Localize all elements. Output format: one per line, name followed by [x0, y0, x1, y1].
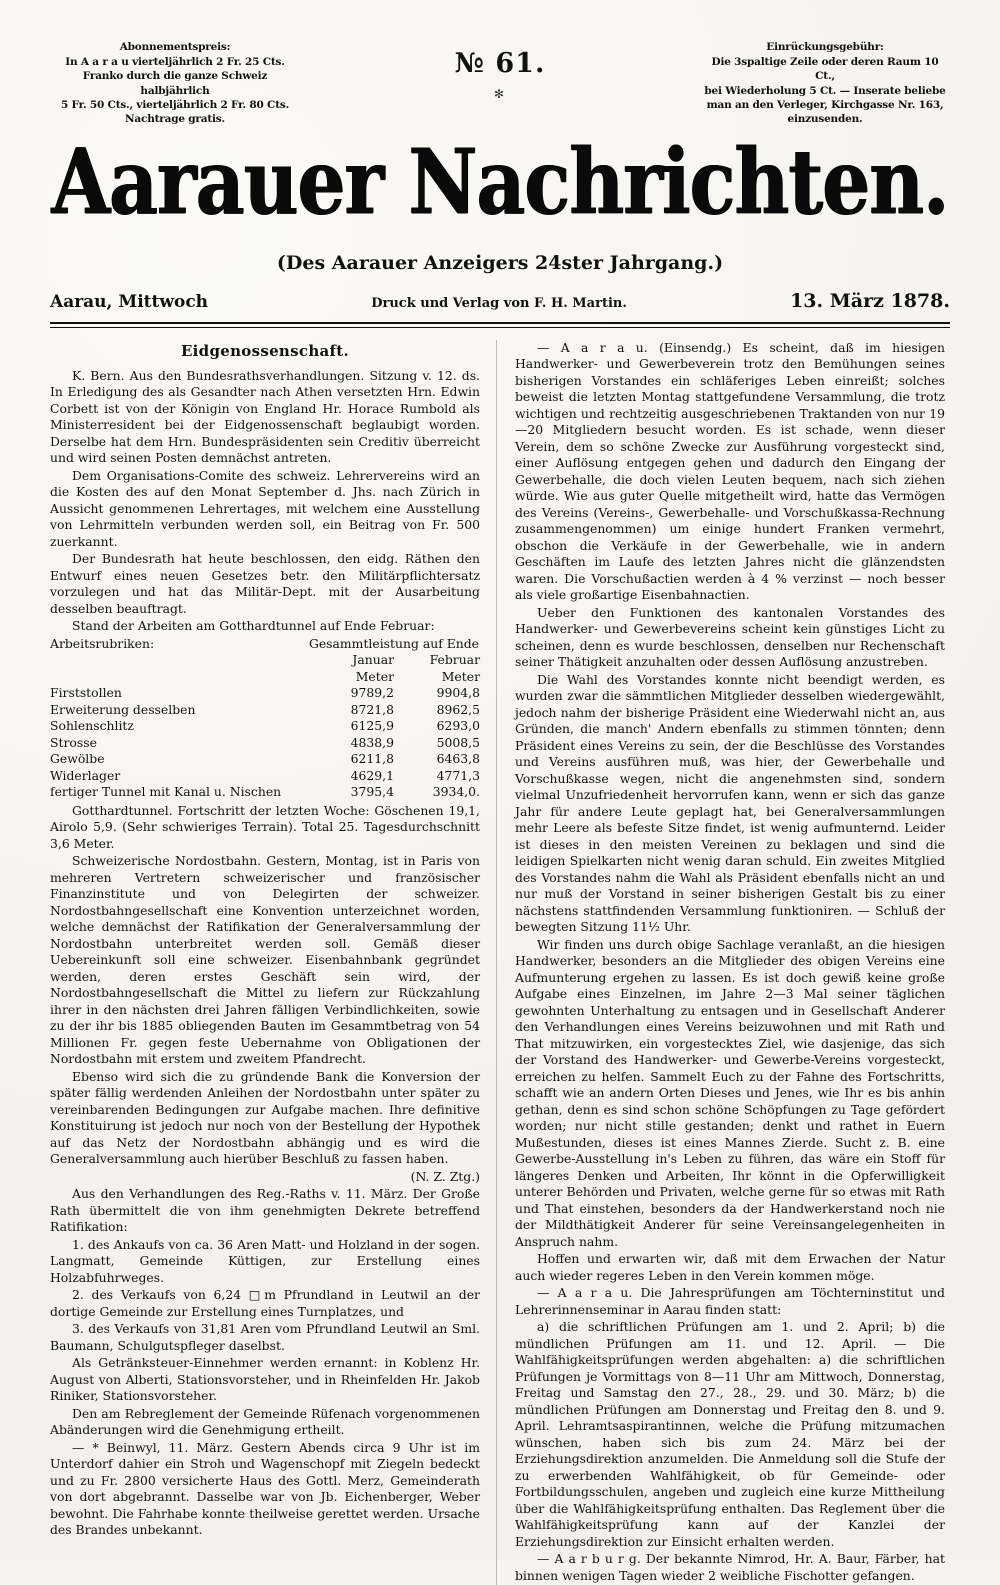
column-right — [497, 340, 945, 1585]
gotthard-intro: Stand der Arbeiten am Gotthardtunnel auf Ende Februar: — [72, 618, 435, 634]
gotthard-row-feb: 8962,5 — [436, 701, 480, 717]
column-left — [50, 340, 497, 1585]
gotthard-row-feb: 5008,5 — [436, 734, 480, 750]
article-paragraph: Den am Rebreglement der Gemeinde Rüfenach vorgenommenen Abänderungen wird die Genehmigung ertheilt. — [50, 1405, 480, 1438]
article-paragraph: Ueber den Funktionen des kantonalen Vorstandes des Handwerker- und Gewerbevereins scheint kein günstiges Licht zu scheinen, denn es wurde beschlossen, denselben nur Rechenschaft seiner Thätigkeit anzuhalten oder dessen Auflösung anzustreben. — [515, 604, 945, 670]
article-columns — [50, 340, 950, 1585]
article-paragraph: — A a r a u. Die Jahresprüfungen am Töchterninstitut und Lehrerinnenseminar in Aarau finden statt: — [515, 1285, 945, 1317]
gotthard-row-feb: 6293,0 — [436, 718, 480, 734]
gotthard-row-feb: 3934,0. — [432, 784, 480, 800]
table-row — [50, 652, 480, 669]
gotthard-col1-header: Januar — [352, 652, 394, 668]
masthead-top-row — [50, 40, 950, 126]
masthead-divider — [50, 322, 950, 328]
gotthard-row-jan: 6211,8 — [350, 751, 394, 767]
gotthard-row-jan: 4629,1 — [350, 767, 394, 783]
article-paragraph: K. Bern. Aus den Bundesrathsverhandlungen. Sitzung v. 12. ds. In Erledigung des als Gesandter nach Athen versetzten Hrn. Edwin Corbett ist von der Königin von England Hr. Horace Rumbold als Ministerresident bei der Eidgenossenschaft beglaubigt worden. Derselbe hat dem Hrn. Bundespräsidenten sein Creditiv überreicht und wird seinen Posten demnächst antreten. — [50, 367, 480, 466]
article-paragraph: Die Wahl des Vorstandes konnte nicht beendigt werden, es wurden zwar die sämmtlichen Mitglieder desselben wiedergewählt, jedoch nahm der bisherige Präsident eine Wiederwahl nicht an, aus Gründen, die manch' Andern ebenfalls zu stimmen tönnten; denn Präsident eines Vereins zu sein, der die Beschlüsse des Vorstandes und Vereins ausführen muß, was hier, der Gewerbehalle und Vorschußkasse wegen, nicht die angenehmsten sind, sondern vielmal Unzufriedenheit hervorrufen kann, wenn er sich das ganze Jahr für andere Leute geplagt hat, bei Generalversammlungen mehr Leere als befeste Sitze findet, ist wenig aufmunternd. Leider ist dieses in den meisten Vereinen zu beklagen und sind die leidigen Spielkarten nicht wenig daran schuld. Ein zweites Mitglied des Vorstandes nahm die Wahl als Präsident ebenfalls nicht an und nur muß der Vorstand in seiner bisherigen Gestalt bis zu einer nächstens stattfindenden Versammlung funktioniren. — Schluß der bewegten Sitzung 11½ Uhr. — [515, 671, 945, 935]
article-paragraph: — * Beinwyl, 11. März. Gestern Abends circa 9 Uhr ist im Unterdorf dahier ein Stroh und Wagenschopf mit Ziegeln bedeckt und zu Fr. 2800 versicherte Haus des Gottl. Merz, Gemeinderath von dort abgebrannt. Dasselbe war von Jb. Eichenberger, Weber bewohnt. Die Fahrhabe konnte theilweise gerettet werden. Ursache des Brandes unbekannt. — [50, 1439, 480, 1538]
table-row — [50, 685, 480, 702]
gotthard-row-jan: 3795,4 — [350, 784, 394, 800]
table-row — [50, 768, 480, 785]
ads-line-2: bei Wiederholung 5 Ct. — Inserate beliebe — [704, 84, 946, 97]
gotthard-row-label: Gewölbe — [50, 751, 105, 767]
aargau-intro: Aus den Verhandlungen des Reg.-Raths v. 11. März. Der Große Rath übermittelt die von ihm genehmigten Dekrete betreffend Ratifikation: — [50, 1186, 480, 1235]
gotthard-unit-2: Meter — [441, 668, 480, 684]
table-row — [50, 718, 480, 735]
article-paragraph: Wir finden uns durch obige Sachlage veranlaßt, an die hiesigen Handwerker, besonders an die Mitglieder des obigen Vereins eine Aufmunterung ergehen zu lassen. Es ist doch gewiß keine große Aufgabe eines Einzelnen, im Jahre 2—3 Mal seiner täglichen gewohnten Unterhaltung zu entsagen und in Gesellschaft Anderer den Verhandlungen eines Vereins beizuwohnen und mit Rath und That mitzuwirken, ein vorgestecktes Ziel, wie dasjenige, das sich der Vorstand des Handwerker- und Gewerbe-Vereins vorgesteckt, erreichen zu helfen. Sammelt Euch zu der Fahne des Fortschritts, schafft wie an andern Orten Dieses und Jenes, wie Ihr es bis anhin gethan, denn es sind schon schöne Schöpfungen zu Tage gefördert worden; nur nicht stille gestanden; denkt und rathet in Euern Mußestunden, dieses ist eines Mannes Zierde. Sucht z. B. eine Gewerbe-Ausstellung in's Leben zu führen, das wäre ein Stoff für längeres Denken und Arbeiten, Ihr könnt in die Opferwilligkeit unterer Behörden und Privaten, welche gerne für so etwas mit Rath und That einstehen, besonders da der Handwerkerstand noch nie der Mildthätigkeit Anderer für seine Vereinsangelegenheiten in Anspruch nahm. — [515, 936, 945, 1249]
subscription-price-title: Abonnementspreis: — [119, 41, 231, 53]
gotthard-span-header: Gesammtleistung auf Ende — [308, 635, 480, 651]
table-row — [50, 669, 480, 686]
gotthard-row-label: Firststollen — [50, 685, 122, 701]
gotthard-row-label: Erweiterung desselben — [50, 701, 196, 717]
aargau-item: 3. des Verkaufs von 31,81 Aren vom Pfrundland Leutwil an Sml. Baumann, Schulgutspfleger daselbst. — [50, 1321, 480, 1353]
gotthard-row-feb: 4771,3 — [436, 767, 480, 783]
ads-line-1: Die 3spaltige Zeile oder deren Raum 10 Ct., — [711, 56, 939, 83]
gotthard-row-label: Strosse — [50, 734, 97, 750]
table-row — [50, 702, 480, 719]
advertising-rate-title: Einrückungsgebühr: — [766, 41, 884, 53]
article-paragraph: a) die schriftlichen Prüfungen am 1. und 2. April; b) die mündlichen Prüfungen am 11. und 12. April. — Die Wahlfähigkeitsprüfungen werden abgehalten: a) die schriftlichen Prüfungen je Vormittags von 8—11 Uhr am Mittwoch, Donnerstag, Freitag und Samstag den 27., 28., 29. und 30. März; b) die mündlichen Prüfungen am Donnerstag und Freitag den 8. und 9. April. Lehramtsaspirantinnen, welche die Prüfung mitzumachen wünschen, haben sich bis zum 24. März bei der Erziehungsdirektion anzumelden. Die Anmeldung soll die Stufe der zu erwerbenden Wahlfähigkeit, ob für Gemeinde- oder Fortbildungsschulen, angeben und zugleich eine kurze Mittheilung über die Wahlfähigkeitsprüfung enthalten. Das Reglement über die Wahlfähigkeitsprüfung kann auf der Kanzlei der Erziehungsdirektion zur Einsicht erhalten werden. — [515, 1319, 945, 1549]
subscription-price-block — [50, 40, 300, 126]
gotthard-row-jan: 6125,9 — [350, 718, 394, 734]
article-paragraph: Schweizerische Nordostbahn. Gestern, Montag, ist in Paris von mehreren Vertretern schweizerischer und französischer Finanzinstitute und von Delegirten der schweizer. Nordostbahngesellschaft eine Konvention unterzeichnet worden, welche demnächst der Ratifikation der Generalversammlung der Nordostbahn unterbreitet werden soll. Gemäß dieser Uebereinkunft soll eine schweizer. Eisenbahnbank gegründet werden, deren erstes Geschäft sein wird, der Nordostbahngesellschaft die Mittel zu liefern zur Rückzahlung ihrer in den nächsten drei Jahren fälligen Verbindlichkeiten, sowie zu der ihr bis 1885 obliegenden Bauten im Gesammtbetrag von 54 Millionen Fr. gegen feste Uebernahme von Obligationen der Nordostbahn mit erstem und zweitem Pfandrecht. — [50, 853, 480, 1067]
dateline — [50, 290, 950, 312]
table-row — [50, 751, 480, 768]
article-paragraph: — A a r b u r g. Der bekannte Nimrod, Hr. A. Baur, Färber, hat binnen wenigen Tagen wieder 2 weibliche Fischotter gefangen. — [515, 1551, 945, 1583]
table-row — [50, 784, 480, 801]
issue-number: № 61. — [454, 48, 546, 79]
ornament-icon: ✻ — [493, 87, 507, 101]
subscription-line-3: 5 Fr. 50 Cts., vierteljährlich 2 Fr. 80 Cts. — [60, 98, 290, 111]
article-source: (N. Z. Ztg.) — [410, 1168, 480, 1184]
gotthard-note: Gotthardtunnel. Fortschritt der letzten Woche: Göschenen 19,1, Airolo 5,9. (Sehr schwieriges Terrain). Total 25. Tagesdurchschnitt 3,6 Meter. — [50, 802, 480, 851]
imprint: Druck und Verlag von F. H. Martin. — [371, 295, 627, 311]
subscription-line-1: In A a r a u vierteljährlich 2 Fr. 25 Cts. — [65, 56, 285, 69]
gotthard-row-jan: 4838,9 — [350, 734, 394, 750]
article-paragraph: Dem Organisations-Comite des schweiz. Lehrervereins wird an die Kosten des auf den Monat September d. Jhs. nach Zürich in Aussicht genommenen Lehrertages, mit welchem eine Ausstellung von Lehrmitteln verbunden werden soll, ein Beitrag von Fr. 500 zuerkannt. — [50, 467, 480, 549]
gotthard-row-label: fertiger Tunnel mit Kanal u. Nischen — [50, 784, 282, 800]
article-paragraph: Hoffen und erwarten wir, daß mit dem Erwachen der Natur auch wieder regeres Leben in den Verein kommen möge. — [515, 1251, 945, 1283]
aargau-item: 1. des Ankaufs von ca. 36 Aren Matt- und Holzland in der sogen. Langmatt, Gemeinde Küttigen, zur Erstellung eines Holzabfuhrweges. — [50, 1236, 480, 1285]
issue-block — [300, 40, 700, 101]
masthead-subtitle: (Des Aarauer Anzeigers 24ster Jahrgang.) — [276, 251, 724, 274]
article-paragraph: Ebenso wird sich die zu gründende Bank die Konversion der später fällig werdenden Anleihen der Nordostbahn unter später zu vereinbarenden Bedingungen zur Aufgabe machen. Ihre definitive Konstituirung ist jedoch nur noch von der Bestellung der Hypothek auf das Netz der Nordostbahn abhängig und es wird die Generalversammlung auch hierüber Beschluß zu fassen haben. — [50, 1068, 480, 1167]
table-row — [50, 735, 480, 752]
dateline-date: 13. März 1878. — [790, 289, 950, 312]
gotthard-col0-header: Arbeitsrubriken: — [50, 635, 155, 651]
table-row — [50, 636, 480, 653]
ads-line-4: einzusenden. — [787, 112, 863, 125]
gotthard-row-label: Sohlenschlitz — [50, 718, 134, 734]
article-paragraph: Der Bundesrath hat heute beschlossen, den eidg. Räthen den Entwurf eines neuen Gesetzes betr. den Militärpflichtersatz vorzulegen und hat das Militär-Dept. mit der Ausarbeitung desselben beauftragt. — [50, 551, 480, 616]
aargau-item: 2. des Verkaufs von 6,24 □m Pfrundland in Leutwil an der dortige Gemeinde zur Erstellung eines Turnplatzes, und — [50, 1287, 480, 1319]
ads-line-3: man an den Verleger, Kirchgasse Nr. 163, — [706, 98, 944, 111]
subscription-line-2: Franko durch die ganze Schweiz halbjährlich — [82, 70, 268, 97]
gotthard-row-jan: 8721,8 — [350, 701, 394, 717]
subscription-line-4: Nachtrage gratis. — [125, 112, 225, 125]
advertising-rate-block — [700, 40, 950, 126]
article-paragraph: Als Getränksteuer-Einnehmer werden ernannt: in Koblenz Hr. August von Alberti, Stationsvorsteher, und in Rheinfelden Hr. Jakob Riniker, Stationsvorsteher. — [50, 1355, 480, 1404]
section-heading-eidgenossenschaft: Eidgenossenschaft. — [180, 341, 350, 360]
dateline-place: Aarau, Mittwoch — [50, 291, 209, 312]
page-title: Aarauer Nachrichten. — [51, 129, 949, 235]
gotthard-row-jan: 9789,2 — [350, 685, 394, 701]
article-paragraph: — A a r a u. (Einsendg.) Es scheint, daß im hiesigen Handwerker- und Gewerbeverein trotz den Bemühungen seines bisherigen Vorstandes ein schläferiges Leben einreißt; solches beweist die letzten Montag stattgefundene Versammlung, die trotz wichtigen und rechtzeitig ausgeschriebenen Traktanden von nur 19—20 Mitgliedern besucht worden. Es ist schade, wenn dieser Verein, dem so schöne Zwecke zur Ausführung vorgesteckt sind, einer Auflösung entgegen gehen und dadurch den Eingang der Gewerbehalle, die doch vielen Leuten bequem, nach sich ziehen würde. Wie aus guter Quelle mitgetheilt wird, hatte das Vermögen des Vereins (Vereins-, Gewerbehalle- und Vorschußkassa-Rechnung zusammengenommen) um einige hundert Franken vermehrt, obschon die Verkäufe in der Gewerbehalle, wie in andern Geschäften im Laufe des letzten Jahres nicht die glänzendsten waren. Die Vorschußactien werden à 4 % verzinst — noch besser als viele großartige Eisenbahnactien. — [515, 339, 945, 603]
gotthard-row-feb: 9904,8 — [436, 685, 480, 701]
gotthard-unit-1: Meter — [355, 668, 394, 684]
gotthard-col2-header: Februar — [429, 652, 480, 668]
masthead — [50, 40, 950, 328]
gotthard-row-feb: 6463,8 — [436, 751, 480, 767]
gotthard-table — [50, 636, 480, 801]
gotthard-row-label: Widerlager — [50, 767, 121, 783]
